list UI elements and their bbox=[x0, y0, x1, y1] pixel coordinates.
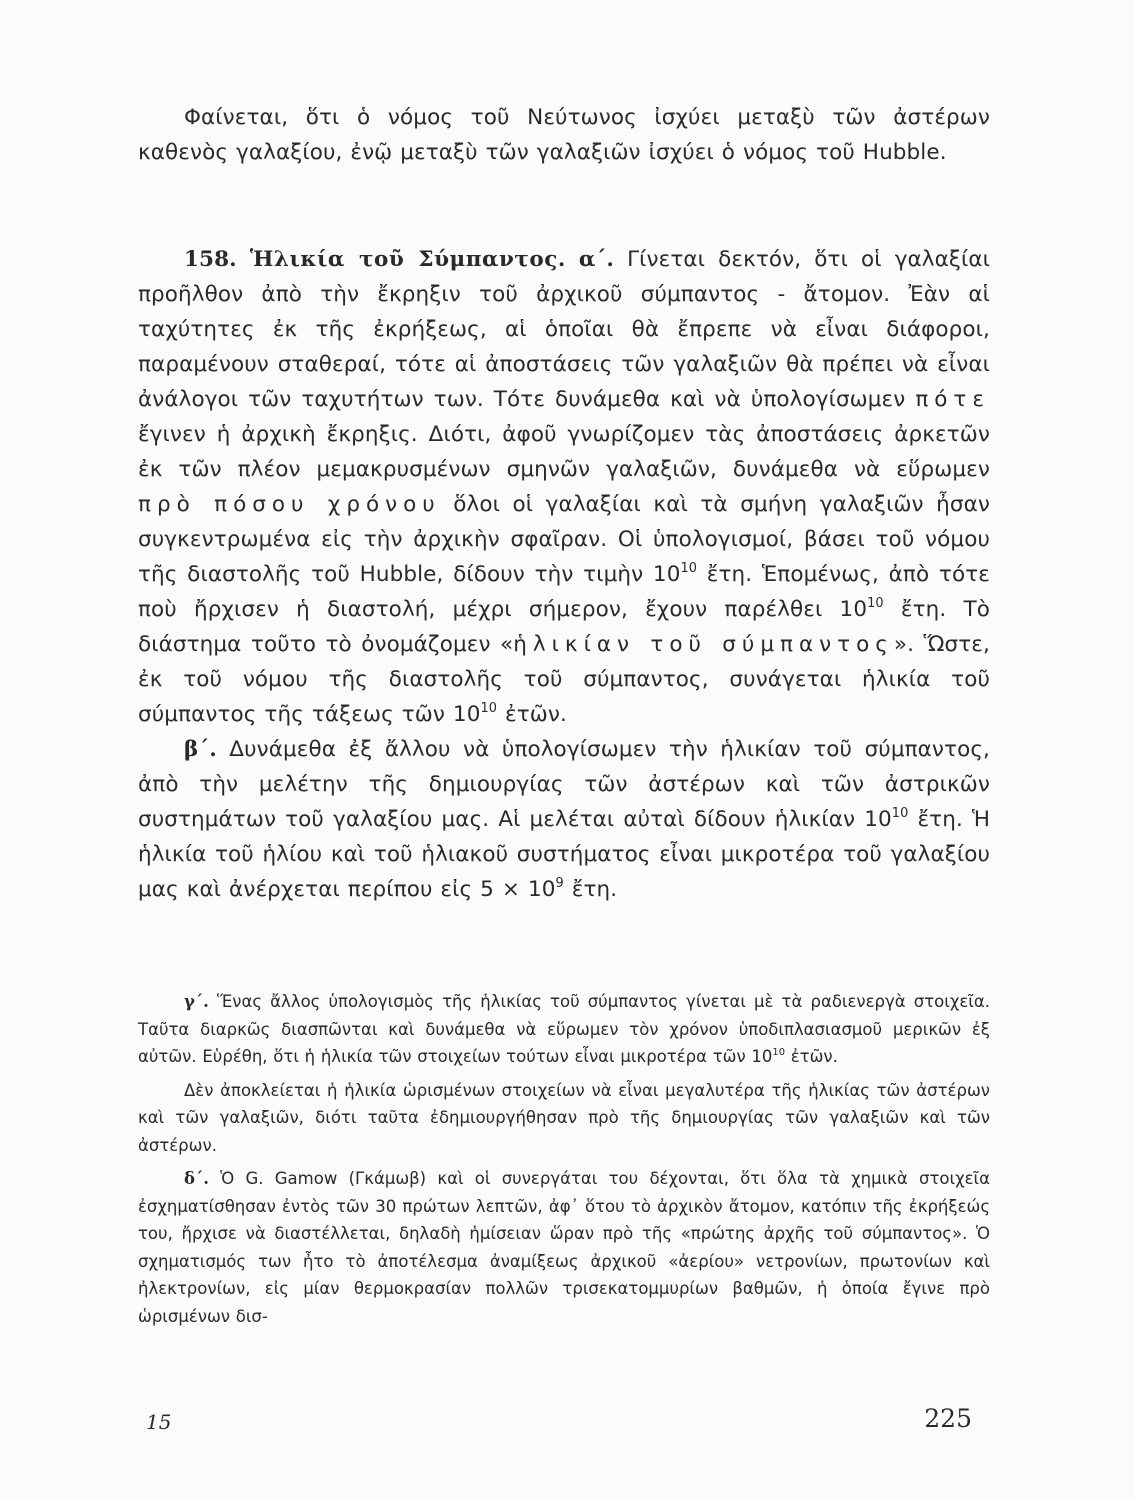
part-a-emphasis-pote: πότε bbox=[915, 387, 990, 412]
part-c-marker: γ΄. bbox=[184, 992, 209, 1011]
exponent: 10 bbox=[480, 700, 498, 716]
part-c-paragraph-2: Δὲν ἀποκλείεται ἡ ἡλικία ὡρισμένων στοιχείων νὰ εἶναι μεγαλυτέρα τῆς ἡλικίας τῶν ἀστέρων καὶ τῶν γαλαξιῶν, διότι ταῦτα ἐδημιουργήθησαν πρὸ τῆς δημιουργίας τῶν γαλαξιῶν καὶ τῶν ἀστέρων. bbox=[138, 1080, 990, 1155]
intro-block bbox=[138, 100, 990, 170]
part-b-text-1: Δυνάμεθα ἐξ ἄλλου νὰ ὑπολογίσωμεν τὴν ἡλικίαν τοῦ σύμπαντος, ἀπὸ τὴν μελέτην τῆς δημιουργίας τῶν ἀστέρων καὶ τῶν ἀστρικῶν συστημάτων τοῦ γαλαξίου μας. Αἱ μελέται αὐταὶ δίδουν ἡλικίαν 10 bbox=[138, 737, 990, 832]
part-d-paragraph bbox=[138, 1165, 990, 1330]
section-158 bbox=[138, 242, 990, 907]
part-a-marker: α΄. bbox=[578, 247, 614, 272]
part-d-marker: δ΄. bbox=[184, 1169, 209, 1188]
part-c-paragraph bbox=[138, 988, 990, 1071]
part-b-text-2: ἔτη. Ἡ ἡλικία τοῦ ἡλίου καὶ τοῦ ἡλιακοῦ συστήματος εἶναι μικροτέρα τοῦ γαλαξίου μας καὶ ἀνέρχεται περίπου εἰς 5 × 10 bbox=[138, 807, 991, 902]
part-a-text-6: ». Ὥστε, ἐκ τοῦ νόμου τῆς διαστολῆς τοῦ σύμπαντος, συνάγεται ἡλικία τοῦ σύμπαντος τῆς τάξεως τῶν 10 bbox=[138, 632, 990, 727]
part-c-text-2: ἐτῶν. bbox=[785, 1047, 838, 1066]
exponent: 10 bbox=[891, 805, 909, 821]
part-a-text-2: ἔγινεν ἡ ἀρχικὴ ἔκρηξις. Διότι, ἀφοῦ γνωρίζομεν τὰς ἀποστάσεις ἀρκετῶν ἐκ τῶν πλέον μεμακρυσμένων σμηνῶν γαλαξιῶν, δυνάμεθα νὰ εὕρωμεν bbox=[138, 422, 990, 482]
part-a-emphasis-pro-posou: πρὸ πόσου χρόνου bbox=[138, 492, 441, 517]
part-a-paragraph bbox=[138, 242, 990, 732]
part-a-text-1: Γίνεται δεκτόν, ὅτι οἱ γαλαξίαι προῆλθον ἀπὸ τὴν ἔκρηξιν τοῦ ἀρχικοῦ σύμπαντος - ἄτομον. Ἐὰν αἱ ταχύτητες ἐκ τῆς ἐκρήξεως, αἱ ὁποῖαι θὰ ἔπρεπε νὰ εἶναι διάφοροι, παραμένουν σταθεραί, τότε αἱ ἀποστάσεις τῶν γαλαξιῶν θὰ πρέπει νὰ εἶναι ἀνάλογοι τῶν ταχυτήτων των. Τότε δυνάμεθα καὶ νὰ ὑπολογίσωμεν bbox=[138, 247, 991, 412]
part-a-text-3: ὅλοι οἱ γαλαξίαι καὶ τὰ σμήνη γαλαξιῶν ἦσαν συγκεντρωμένα εἰς τὴν ἀρχικὴν σφαῖραν. Οἱ ὑπολογισμοί, βάσει τοῦ νόμου τῆς διαστολῆς τοῦ Hubble, δίδουν τὴν τιμὴν 10 bbox=[138, 492, 991, 587]
part-d-text-1: Ὁ G. Gamow (Γκάμωβ) καὶ οἱ συνεργάται του δέχονται, ὅτι ὅλα τὰ χημικὰ στοιχεῖα ἐσχηματίσθησαν ἐντὸς τῶν 30 πρώτων λεπτῶν, ἀφ᾽ ὅτου τὸ ἀρχικὸν ἄτομον, κατόπιν τῆς ἐκρήξεώς του, ἤρχισε νὰ διαστέλλεται, δηλαδὴ ἡμίσειαν ὥραν πρὸ τῆς «πρώτης ἀρχῆς τοῦ σύμπαντος». Ὁ σχηματισμός των ἦτο τὸ ἀποτέλεσμα ἀναμίξεως ἀρχικοῦ «ἀερίου» νετρονίων, πρωτονίων καὶ ἠλεκτρονίων, εἰς μίαν θερμοκρασίαν πολλῶν τρισεκατομμυρίων βαθμῶν, ἡ ὁποία ἔγινε πρὸ ὡρισμένων δισ- bbox=[138, 1169, 990, 1326]
section-title: Ἡλικία τοῦ Σύμπαντος. bbox=[249, 247, 566, 272]
part-b-marker: β΄. bbox=[184, 737, 217, 762]
exponent: 10 bbox=[867, 595, 884, 611]
part-c-text-1: Ἕνας ἄλλος ὑπολογισμὸς τῆς ἡλικίας τοῦ σύμπαντος γίνεται μὲ τὰ ραδιενεργὰ στοιχεῖα. Ταῦτα διαρκῶς διασπῶνται καὶ δυνάμεθα νὰ εὕρωμεν τὸν χρόνον ὑποδιπλασιασμοῦ μερικῶν ἐξ αὐτῶν. Εὑρέθη, ὅτι ἡ ἡλικία τῶν στοιχείων τούτων εἶναι μικροτέρα τῶν 10 bbox=[138, 992, 990, 1066]
exponent: 9 bbox=[555, 875, 564, 891]
part-b-paragraph bbox=[138, 732, 990, 907]
page-number: 225 bbox=[924, 1404, 972, 1433]
exponent: 10 bbox=[680, 560, 698, 576]
small-print-block bbox=[138, 988, 990, 1336]
signature-mark: 15 bbox=[146, 1410, 172, 1434]
part-a-text-7: ἐτῶν. bbox=[497, 702, 567, 727]
part-b-text-3: ἔτη. bbox=[563, 877, 618, 902]
part-a-text-4: ἔτη. Ἑπομένως, ἀπὸ τότε ποὺ ἤρχισεν ἡ διαστολή, μέχρι σήμερον, ἔχουν παρέλθει 10 bbox=[138, 562, 990, 622]
section-number: 158. bbox=[184, 247, 237, 272]
part-a-text-5: ἔτη. Τὸ διάστημα τοῦτο τὸ ὀνομάζομεν « bbox=[138, 597, 990, 657]
part-a-emphasis-age: ἡλικίαν τοῦ σύμπαντος bbox=[513, 632, 894, 657]
intro-paragraph: Φαίνεται, ὅτι ὁ νόμος τοῦ Νεύτωνος ἰσχύει μεταξὺ τῶν ἀστέρων καθενὸς γαλαξίου, ἐνῷ μεταξὺ τῶν γαλαξιῶν ἰσχύει ὁ νόμος τοῦ Hubble. bbox=[138, 105, 990, 165]
exponent: 10 bbox=[772, 1047, 785, 1059]
